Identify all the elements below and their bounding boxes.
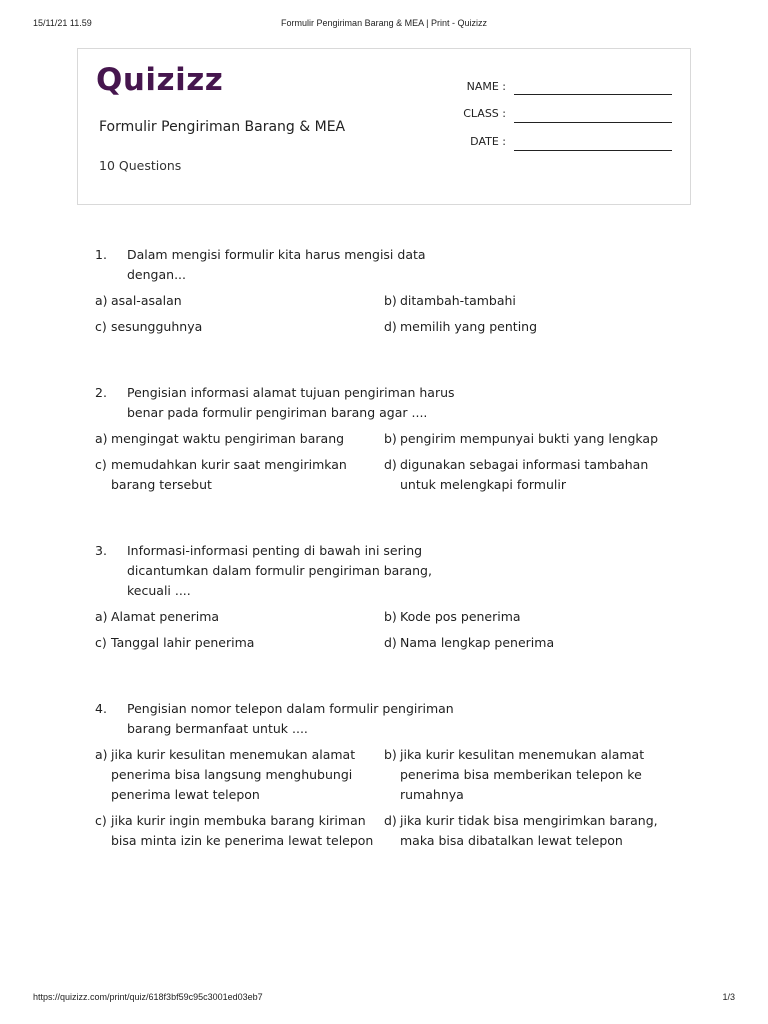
question-text: Pengisian informasi alamat tujuan pengiriman harus benar pada formulir pengiriman barang agar .... <box>127 385 455 420</box>
option-d <box>384 317 669 337</box>
option-text: jika kurir tidak bisa mengirimkan barang, maka bisa dibatalkan lewat telepon <box>400 813 658 848</box>
option-text: memudahkan kurir saat mengirimkan barang tersebut <box>111 457 347 492</box>
print-page-title: Formulir Pengiriman Barang & MEA | Print - Quizizz <box>281 18 487 28</box>
date-line <box>514 150 672 151</box>
option-text: Kode pos penerima <box>400 609 521 624</box>
option-a <box>95 429 380 449</box>
option-letter: b) <box>384 747 397 762</box>
option-text: asal-asalan <box>111 293 182 308</box>
question-number: 3. <box>95 543 107 558</box>
option-c <box>95 811 380 851</box>
question-number: 4. <box>95 701 107 716</box>
quizizz-logo: Quizizz <box>96 62 224 98</box>
option-c <box>95 317 380 337</box>
class-line <box>514 122 672 123</box>
option-letter: b) <box>384 609 397 624</box>
option-d <box>384 811 669 851</box>
option-text: jika kurir kesulitan menemukan alamat penerima bisa memberikan telepon ke rumahnya <box>400 747 645 802</box>
class-label: CLASS : <box>463 107 506 120</box>
option-text: Nama lengkap penerima <box>400 635 555 650</box>
option-text: mengingat waktu pengiriman barang <box>111 431 345 446</box>
name-label: NAME : <box>466 80 506 93</box>
question-count: 10 Questions <box>99 158 182 173</box>
option-letter: c) <box>95 457 107 472</box>
question-number: 1. <box>95 247 107 262</box>
option-text: pengirim mempunyai bukti yang lengkap <box>400 431 659 446</box>
page-number: 1/3 <box>722 992 735 1002</box>
question-text: Dalam mengisi formulir kita harus mengisi data dengan... <box>127 247 426 282</box>
option-text: jika kurir kesulitan menemukan alamat penerima bisa langsung menghubungi penerima lewat telepon <box>111 747 356 802</box>
option-letter: c) <box>95 319 107 334</box>
option-letter: d) <box>384 635 397 650</box>
option-letter: d) <box>384 457 397 472</box>
name-line <box>514 94 672 95</box>
option-text: digunakan sebagai informasi tambahan untuk melengkapi formulir <box>400 457 649 492</box>
option-text: jika kurir ingin membuka barang kiriman bisa minta izin ke penerima lewat telepon <box>111 813 374 848</box>
question-number: 2. <box>95 385 107 400</box>
option-a <box>95 291 380 311</box>
question-text: Pengisian nomor telepon dalam formulir pengiriman barang bermanfaat untuk .... <box>127 701 454 736</box>
option-d <box>384 633 669 653</box>
option-letter: a) <box>95 431 108 446</box>
option-text: Alamat penerima <box>111 609 220 624</box>
option-b <box>384 291 669 311</box>
option-letter: c) <box>95 813 107 828</box>
option-letter: b) <box>384 293 397 308</box>
option-text: memilih yang penting <box>400 319 538 334</box>
date-label: DATE : <box>470 135 506 148</box>
option-letter: a) <box>95 747 108 762</box>
option-letter: a) <box>95 609 108 624</box>
option-a <box>95 607 380 627</box>
option-c <box>95 455 380 495</box>
option-text: ditambah-tambahi <box>400 293 516 308</box>
print-timestamp: 15/11/21 11.59 <box>33 18 92 28</box>
option-letter: c) <box>95 635 107 650</box>
quiz-title: Formulir Pengiriman Barang & MEA <box>99 119 346 135</box>
option-letter: d) <box>384 813 397 828</box>
option-a <box>95 745 380 805</box>
option-b <box>384 429 669 449</box>
option-text: sesungguhnya <box>111 319 203 334</box>
question-text: Informasi-informasi penting di bawah ini sering dicantumkan dalam formulir pengiriman barang, kecuali .... <box>127 543 432 598</box>
option-letter: b) <box>384 431 397 446</box>
option-letter: a) <box>95 293 108 308</box>
option-b <box>384 745 669 805</box>
option-b <box>384 607 669 627</box>
option-letter: d) <box>384 319 397 334</box>
quiz-header-card <box>77 48 691 205</box>
option-d <box>384 455 669 495</box>
option-c <box>95 633 380 653</box>
option-text: Tanggal lahir penerima <box>111 635 255 650</box>
print-url: https://quizizz.com/print/quiz/618f3bf59c95c3001ed03eb7 <box>33 992 263 1002</box>
